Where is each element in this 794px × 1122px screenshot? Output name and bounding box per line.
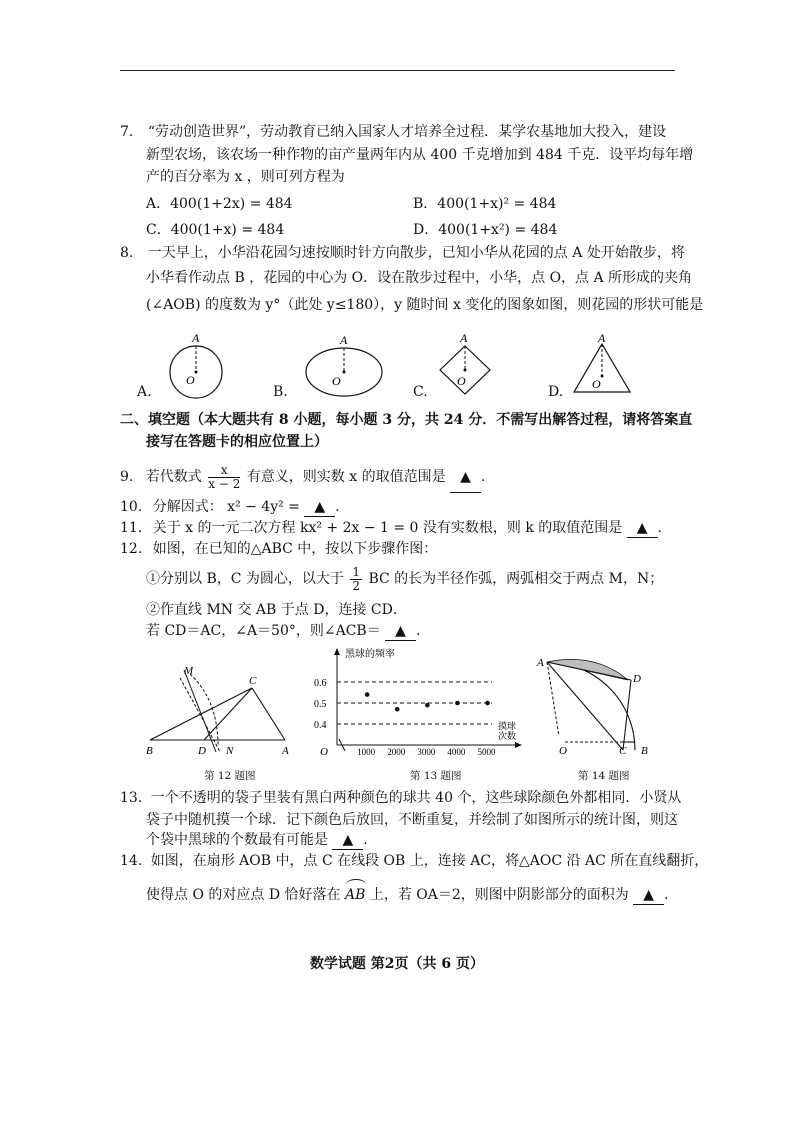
q7-text-1: “劳动创造世界”，劳动教育已纳入国家人才培养全过程．某学农基地加大投入，建设 bbox=[147, 124, 667, 140]
page-footer: 数学试题 第2页（共 6 页） bbox=[309, 956, 485, 972]
fig13-ytick-0: 0.6 bbox=[314, 678, 327, 689]
fig13-origin: O bbox=[320, 746, 328, 758]
fig14-label-c: C bbox=[619, 745, 627, 757]
q12-frac-top: 1 bbox=[352, 564, 360, 579]
q12-step1-after: BC 的长为半径作弧，两弧相交于两点 M，N； bbox=[368, 571, 664, 587]
q14-text-2-after: 上，若 OA＝2，则图中阴影部分的面积为 bbox=[369, 887, 629, 903]
fig13-xtick-1: 2000 bbox=[387, 747, 406, 757]
header-rule bbox=[120, 70, 675, 71]
q12-step2: ②作直线 MN 交 AB 于点 D，连接 CD． bbox=[146, 602, 407, 618]
fig8c-label-o: O bbox=[457, 374, 466, 388]
q7-option-c: C．400(1+x) = 484 bbox=[146, 222, 285, 238]
fig13-point-4 bbox=[485, 701, 490, 706]
q8-line3: (∠AOB) 的度数为 y°（此处 y≤180），y 随时间 x 变化的图象如图，则花园的形状可能是 bbox=[146, 297, 704, 313]
q12-text-4: 若 CD＝AC，∠A＝50°，则∠ACB＝ bbox=[146, 623, 381, 639]
q8-ellipse-figure bbox=[306, 333, 382, 396]
q9-fraction bbox=[208, 464, 240, 491]
fig8d-label-o: O bbox=[592, 377, 601, 391]
q8-option-a-label: A. bbox=[137, 384, 152, 400]
figure-12 bbox=[140, 660, 300, 760]
q7-line2: 新型农场，该农场一种作物的亩产量两年内从 400 千克增加到 484 千克．设平均每年增 bbox=[146, 147, 694, 163]
q7-line3: 产的百分率为 x ，则可列方程为 bbox=[146, 169, 345, 185]
q12-answer-blank: ▲ bbox=[385, 622, 416, 641]
q10-end: . bbox=[335, 499, 340, 515]
q8-circle-figure bbox=[170, 331, 222, 398]
q9-frac-bottom: x − 2 bbox=[208, 476, 241, 491]
fig14-label-a: A bbox=[537, 657, 544, 669]
q11-text: 关于 x 的一元二次方程 kx² + 2x − 1 = 0 没有实数根，则 k 的取值范围是 bbox=[152, 520, 623, 536]
q9-after: 有意义，则实数 x 的取值范围是 bbox=[246, 469, 446, 485]
fig8b-label-o: O bbox=[332, 374, 341, 388]
fig14-label-o: O bbox=[559, 745, 567, 757]
q12-frac-bottom: 2 bbox=[352, 578, 360, 593]
q13-line1 bbox=[120, 789, 681, 807]
q13-number: 13. bbox=[120, 790, 143, 806]
fig8c-label-a: A bbox=[460, 331, 468, 345]
q8-square-figure bbox=[440, 331, 490, 394]
q11-number: 11. bbox=[120, 520, 143, 536]
fig8d-label-a: A bbox=[598, 331, 606, 345]
q7-option-d: D．400(1+x²) = 484 bbox=[413, 222, 558, 238]
q13-text-1: 一个不透明的袋子里装有黑白两种颜色的球共 40 个，这些球除颜色外都相同．小贤从 bbox=[150, 790, 682, 806]
section2-title: 二、填空题（本大题共有 8 小题，每小题 3 分，共 24 分．不需写出解答过程，请将答案直 bbox=[120, 412, 693, 428]
fig13-xtick-4: 5000 bbox=[477, 747, 496, 757]
fig13-xtick-0: 1000 bbox=[357, 747, 376, 757]
fig13-caption: 第 13 题图 bbox=[410, 770, 462, 782]
fig8a-label-a: A bbox=[192, 331, 200, 345]
q13-text-3: 个袋中黑球的个数最有可能是 bbox=[146, 832, 328, 848]
q10-text: 分解因式： x² − 4y² = bbox=[152, 499, 300, 515]
fig8b-label-a: A bbox=[340, 333, 348, 347]
fig12-label-m: M bbox=[184, 665, 194, 677]
fig12-caption: 第 12 题图 bbox=[204, 770, 256, 782]
fig13-point-1 bbox=[395, 707, 400, 712]
q11-answer-blank: ▲ bbox=[627, 519, 658, 538]
arc-mark-icon bbox=[346, 879, 366, 890]
fig13-xtick-2: 3000 bbox=[417, 747, 436, 757]
fig8a-label-o: O bbox=[186, 373, 195, 387]
q12-step1-before: ①分别以 B，C 为圆心，以大于 bbox=[146, 571, 344, 587]
fig13-xlabel1: 摸球 bbox=[498, 721, 517, 731]
q11-end: . bbox=[657, 520, 662, 536]
fig14-label-d: D bbox=[633, 673, 641, 685]
q9-answer-blank: ▲ bbox=[450, 462, 481, 493]
figure-14 bbox=[535, 652, 665, 757]
fig12-label-n: N bbox=[226, 745, 234, 757]
q8-option-b-label: B. bbox=[273, 384, 288, 400]
q10-number: 10. bbox=[120, 499, 143, 515]
q14-answer-blank: ▲ bbox=[633, 886, 664, 905]
q13-line3 bbox=[146, 831, 368, 850]
q8-option-c-label: C. bbox=[413, 384, 428, 400]
fig14-caption: 第 14 题图 bbox=[578, 770, 630, 782]
q12-step1 bbox=[146, 564, 663, 594]
q9-before: 若代数式 bbox=[145, 469, 202, 485]
q14-arc-label: AB bbox=[344, 887, 366, 903]
fig13-ylabel: 黑球的频率 bbox=[345, 649, 395, 660]
q13-end: . bbox=[363, 832, 368, 848]
q7-number: 7. bbox=[120, 124, 134, 140]
fig13-ytick-1: 0.5 bbox=[314, 699, 327, 710]
figure-13-chart bbox=[312, 645, 532, 760]
fig13-xtick-3: 4000 bbox=[447, 747, 466, 757]
q14-text-1: 如图，在扇形 AOB 中，点 C 在线段 OB 上，连接 AC，将△AOC 沿 AC 所在直线翻折， bbox=[150, 853, 709, 869]
q12-text-1: 如图，在已知的△ABC 中，按以下步骤作图： bbox=[152, 541, 438, 557]
q8-number: 8. bbox=[120, 245, 134, 261]
q8-line2: 小华看作动点 B ，花园的中心为 O．设在散步过程中，小华，点 O，点 A 所形成的夹角 bbox=[146, 270, 693, 286]
q14-line2 bbox=[146, 886, 668, 905]
fig12-label-a: A bbox=[282, 745, 289, 757]
q14-line1 bbox=[120, 852, 708, 870]
q9-end: . bbox=[480, 469, 486, 485]
q14-arc-ab bbox=[345, 886, 365, 904]
q12-fraction bbox=[350, 566, 362, 593]
q12-line4 bbox=[146, 622, 420, 641]
q8-triangle-figure bbox=[574, 331, 630, 392]
q8-shape-figures bbox=[160, 330, 606, 402]
q8-text-1: 一天早上，小华沿花园匀速按顺时针方向散步，已知小华从花园的点 A 处开始散步，将 bbox=[147, 245, 685, 261]
q7-option-b: B．400(1+x)² = 484 bbox=[413, 196, 557, 212]
section2-title-2: 接写在答题卡的相应位置上） bbox=[146, 434, 328, 450]
q14-text-2-before: 使得点 O 的对应点 D 恰好落在 bbox=[146, 887, 341, 903]
q9-number: 9. bbox=[120, 469, 134, 485]
q13-answer-blank: ▲ bbox=[332, 831, 363, 850]
q9-frac-top: x bbox=[208, 464, 240, 478]
fig12-label-c: C bbox=[249, 675, 257, 687]
fig13-point-3 bbox=[455, 701, 460, 706]
q14-number: 14. bbox=[120, 853, 143, 869]
q8-line1 bbox=[120, 244, 685, 262]
q11-line bbox=[120, 519, 662, 538]
q10-answer-blank: ▲ bbox=[304, 498, 335, 517]
q7-line1 bbox=[120, 123, 666, 141]
q12-number: 12. bbox=[120, 541, 143, 557]
fig13-point-2 bbox=[425, 703, 430, 708]
fig14-label-b: B bbox=[641, 745, 648, 757]
q12-line1 bbox=[120, 540, 437, 558]
q9-line bbox=[120, 462, 485, 493]
q10-line bbox=[120, 498, 340, 517]
fig13-point-0 bbox=[365, 692, 370, 697]
fig12-label-d: D bbox=[198, 745, 206, 757]
q8-option-d-label: D. bbox=[548, 384, 564, 400]
fig13-xlabel2: 次数 bbox=[498, 731, 517, 741]
q14-end: . bbox=[664, 887, 669, 903]
fig12-label-b: B bbox=[146, 745, 153, 757]
q7-option-a: A．400(1+2x) = 484 bbox=[146, 196, 293, 212]
fig13-ytick-2: 0.4 bbox=[314, 720, 327, 731]
q13-line2: 袋子中随机摸一个球．记下颜色后放回，不断重复，并绘制了如图所示的统计图，则这 bbox=[146, 812, 678, 828]
q12-end: . bbox=[415, 623, 421, 639]
